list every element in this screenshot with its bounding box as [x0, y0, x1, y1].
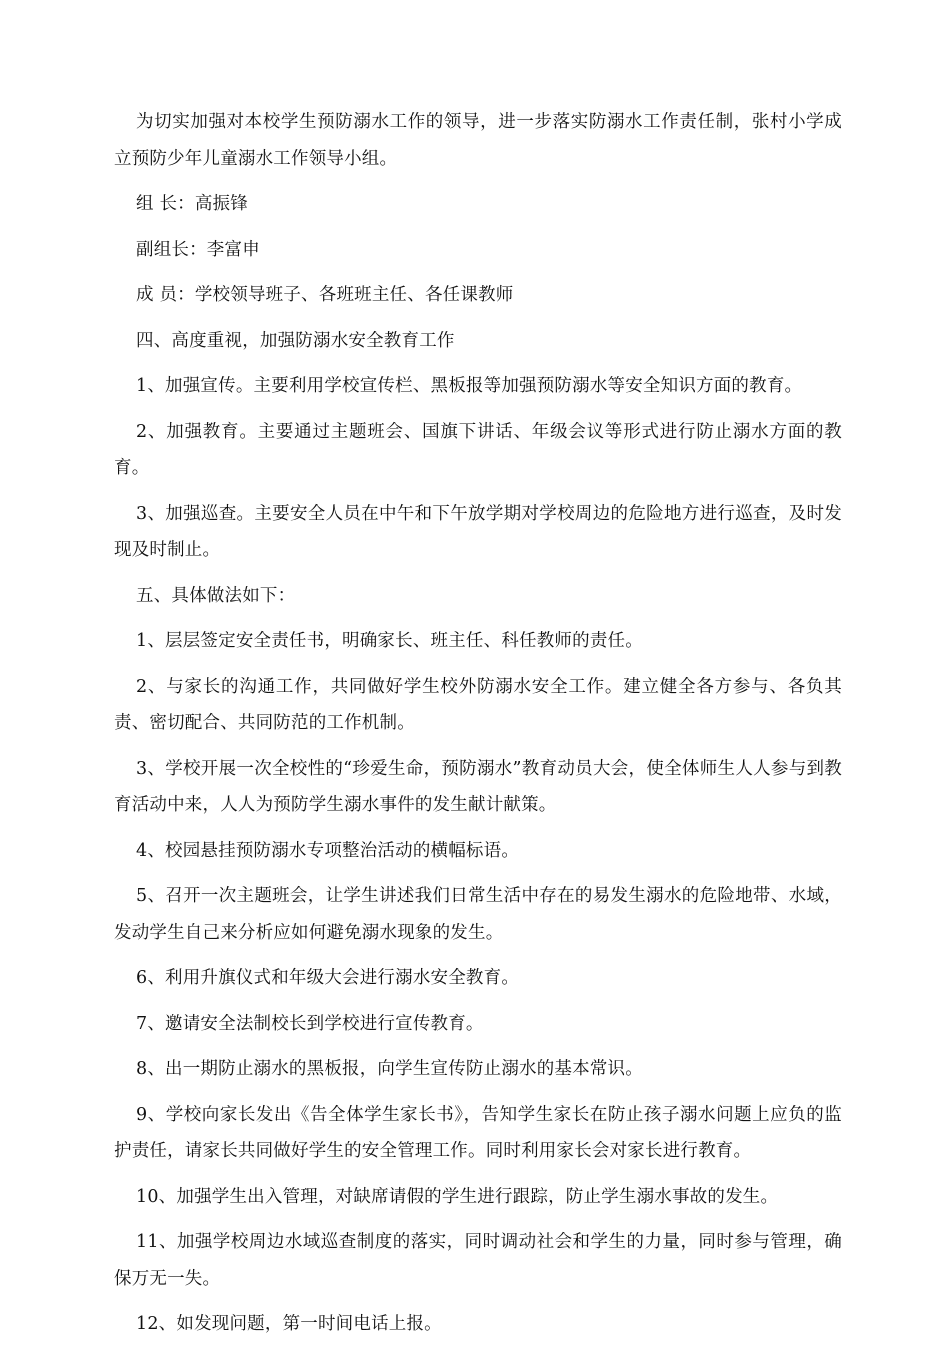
members-line: 成 员：学校领导班子、各班班主任、各任课教师 [136, 285, 514, 305]
section-five-item-2: 2、与家长的沟通工作，共同做好学生校外防溺水安全工作。建立健全各方参与、各负其责、密切配合、共同防范的工作机制。 [114, 676, 842, 733]
intro-paragraph: 为切实加强对本校学生预防溺水工作的领导，进一步落实防溺水工作责任制，张村小学成立预防少年儿童溺水工作领导小组。 [114, 112, 842, 169]
section-four-item-1: 1、加强宣传。主要利用学校宣传栏、黑板报等加强预防溺水等安全知识方面的教育。 [136, 376, 803, 396]
section-four-heading: 四、高度重视，加强防溺水安全教育工作 [136, 330, 455, 351]
section-five-item-11: 11、加强学校周边水域巡查制度的落实，同时调动社会和学生的力量，同时参与管理，确保万无一失。 [114, 1232, 842, 1289]
section-five-item-5: 5、召开一次主题班会，让学生讲述我们日常生活中存在的易发生溺水的危险地带、水域，发动学生自己来分析应如何避免溺水现象的发生。 [114, 886, 842, 943]
section-five-item-9: 9、学校向家长发出《告全体学生家长书》，告知学生家长在防止孩子溺水问题上应负的监护责任，请家长共同做好学生的安全管理工作。同时利用家长会对家长进行教育。 [114, 1104, 842, 1161]
section-five-heading: 五、具体做法如下： [136, 585, 296, 606]
section-five-item-1: 1、层层签定安全责任书，明确家长、班主任、科任教师的责任。 [136, 631, 643, 651]
section-five-item-3: 3、学校开展一次全校性的“珍爱生命，预防溺水”教育动员大会，使全体师生人人参与到教育活动中来，人人为预防学生溺水事件的发生献计献策。 [114, 758, 842, 815]
deputy-leader-line: 副组长：李富申 [136, 239, 260, 260]
section-five-item-7: 7、邀请安全法制校长到学校进行宣传教育。 [136, 1013, 484, 1034]
section-five-item-12: 12、如发现问题，第一时间电话上报。 [136, 1314, 442, 1334]
team-leader-line: 组 长：高振锋 [136, 194, 248, 214]
section-four-item-3: 3、加强巡查。主要安全人员在中午和下午放学期对学校周边的危险地方进行巡查，及时发现及时制止。 [114, 503, 842, 560]
document-page [114, 104, 842, 1352]
section-five-item-8: 8、出一期防止溺水的黑板报，向学生宣传防止溺水的基本常识。 [136, 1059, 643, 1079]
section-five-item-4: 4、校园悬挂预防溺水专项整治活动的横幅标语。 [136, 840, 520, 861]
section-five-item-10: 10、加强学生出入管理，对缺席请假的学生进行跟踪，防止学生溺水事故的发生。 [136, 1186, 779, 1207]
section-five-item-6: 6、利用升旗仪式和年级大会进行溺水安全教育。 [136, 968, 520, 988]
section-four-item-2: 2、加强教育。主要通过主题班会、国旗下讲话、年级会议等形式进行防止溺水方面的教育。 [114, 421, 842, 478]
